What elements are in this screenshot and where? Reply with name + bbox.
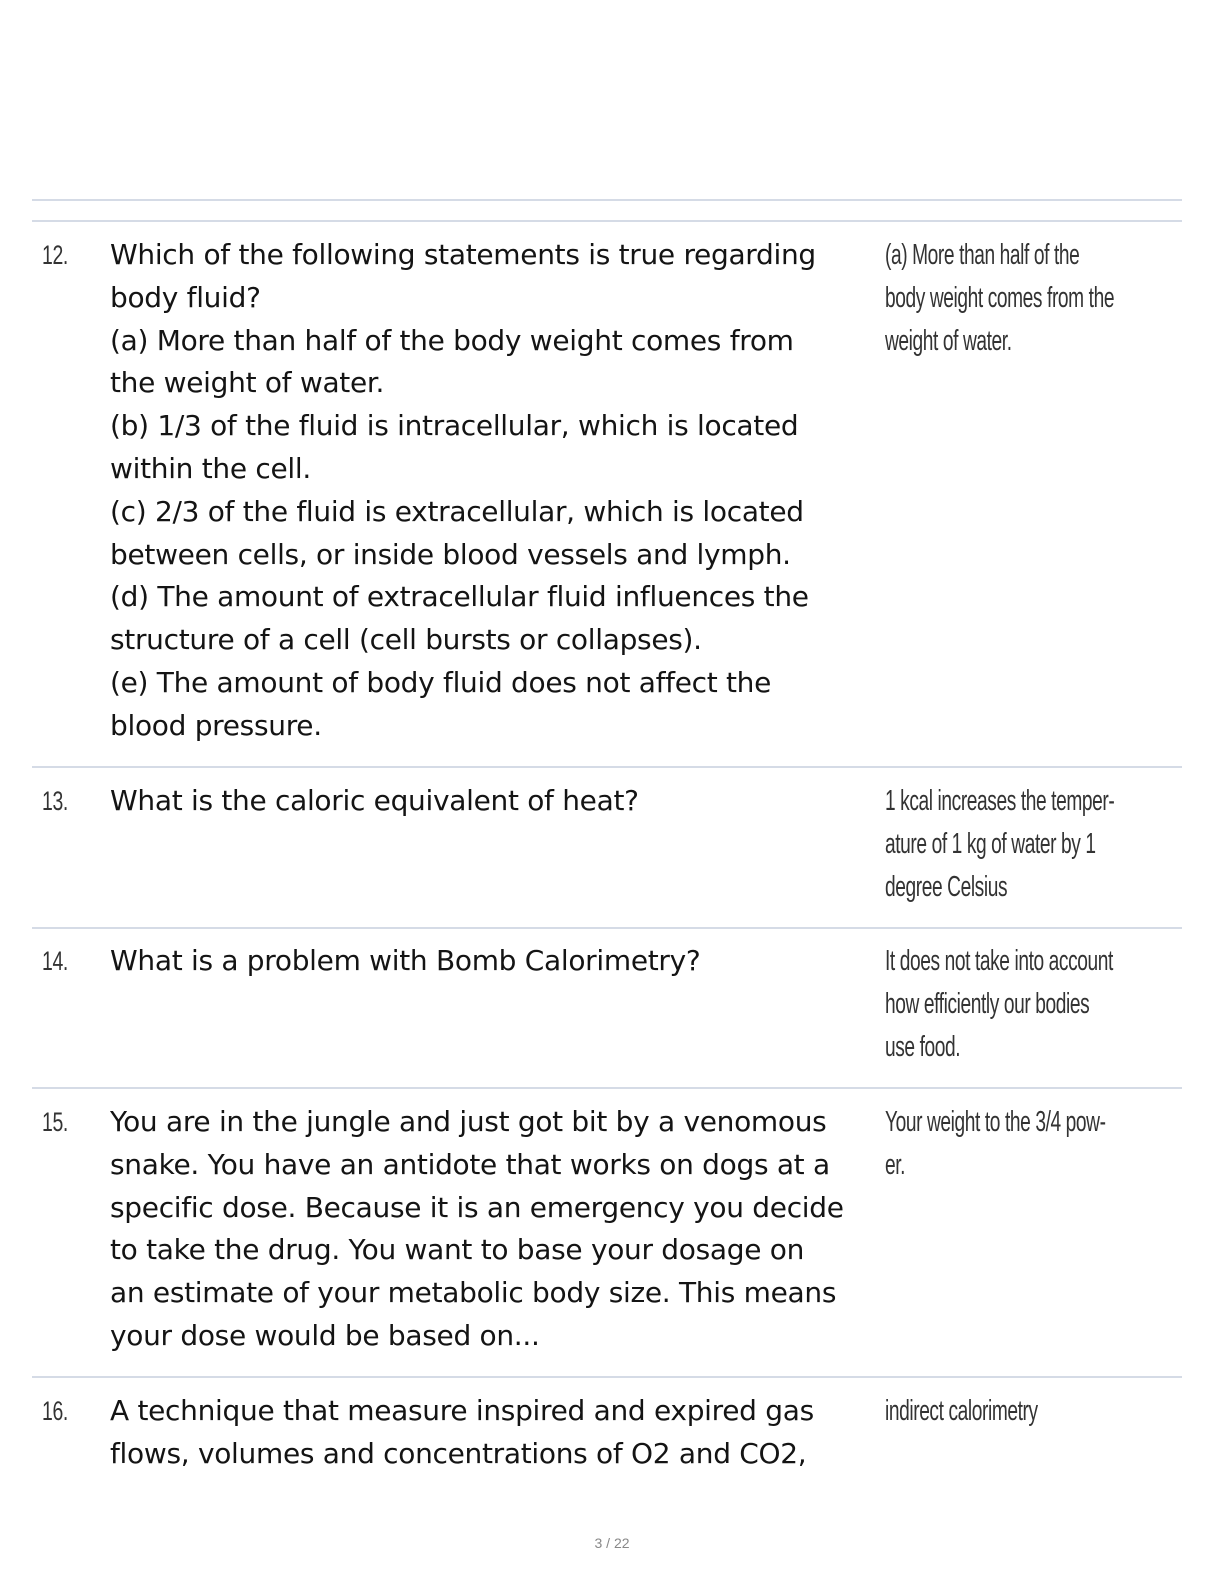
question-line: (b) 1/3 of the fluid is intracellular, which is located [110, 409, 799, 443]
answer-text [885, 234, 1162, 362]
question-number: 13. [42, 786, 68, 816]
question-line: You are in the jungle and just got bit by a venomous [110, 1105, 827, 1138]
question-line: structure of a cell (cell bursts or collapses). [110, 623, 702, 657]
question-line: body fluid? [110, 280, 261, 314]
header-rule-top [32, 199, 1182, 201]
answer-line: degree Celsius [885, 870, 1008, 903]
question-text [110, 1390, 880, 1476]
answer-text [885, 940, 1162, 1068]
answer-line: 1 kcal increases the temper- [885, 785, 1115, 817]
question-text [110, 1101, 880, 1358]
answer-line: er. [885, 1148, 906, 1181]
answer-line: body weight comes from the [885, 281, 1115, 314]
question-line: to take the drug. You want to base your dosage on [110, 1233, 805, 1267]
question-text [110, 780, 880, 823]
question-line: (e) The amount of body fluid does not affect the [110, 665, 772, 699]
answer-text [885, 1101, 1162, 1187]
question-line: flows, volumes and concentrations of O2 and CO2, [110, 1436, 807, 1470]
answer-text [885, 780, 1162, 908]
question-text [110, 940, 880, 983]
answer-line: weight of water. [885, 324, 1012, 357]
answer-line: (a) More than half of the [885, 239, 1080, 271]
answer-line: Your weight to the 3/4 pow- [885, 1106, 1106, 1138]
question-line: snake. You have an antidote that works on dogs at a [110, 1147, 830, 1181]
header-rule-bottom [32, 220, 1182, 222]
row-divider [32, 1087, 1182, 1089]
question-line: between cells, or inside blood vessels and lymph. [110, 537, 791, 571]
question-line: within the cell. [110, 451, 311, 485]
row-divider [32, 927, 1182, 929]
answer-text [885, 1390, 1162, 1433]
answer-line: ature of 1 kg of water by 1 [885, 827, 1096, 860]
question-line: A technique that measure inspired and expired gas [110, 1394, 814, 1427]
question-line: an estimate of your metabolic body size. This means [110, 1276, 837, 1310]
row-divider [32, 766, 1182, 768]
question-line: (a) More than half of the body weight comes from [110, 323, 794, 357]
page-number: 3 / 22 [594, 1535, 630, 1551]
question-line: What is a problem with Bomb Calorimetry? [110, 944, 701, 977]
question-line: What is the caloric equivalent of heat? [110, 784, 639, 817]
answer-line: indirect calorimetry [885, 1395, 1038, 1427]
question-number: 16. [42, 1396, 68, 1426]
question-line: your dose would be based on... [110, 1318, 540, 1352]
question-line: blood pressure. [110, 708, 322, 742]
question-line: (c) 2/3 of the fluid is extracellular, which is located [110, 494, 804, 528]
question-line: (d) The amount of extracellular fluid influences the [110, 580, 809, 614]
answer-line: It does not take into account [885, 945, 1113, 977]
question-text [110, 234, 880, 748]
question-number: 15. [42, 1107, 68, 1137]
question-number: 12. [42, 240, 68, 270]
answer-line: how efficiently our bodies [885, 987, 1090, 1020]
question-number: 14. [42, 946, 68, 976]
answer-line: use food. [885, 1030, 961, 1063]
question-line: specific dose. Because it is an emergency you decide [110, 1190, 844, 1224]
row-divider [32, 1376, 1182, 1378]
question-line: the weight of water. [110, 366, 385, 400]
question-line: Which of the following statements is true regarding [110, 238, 816, 271]
